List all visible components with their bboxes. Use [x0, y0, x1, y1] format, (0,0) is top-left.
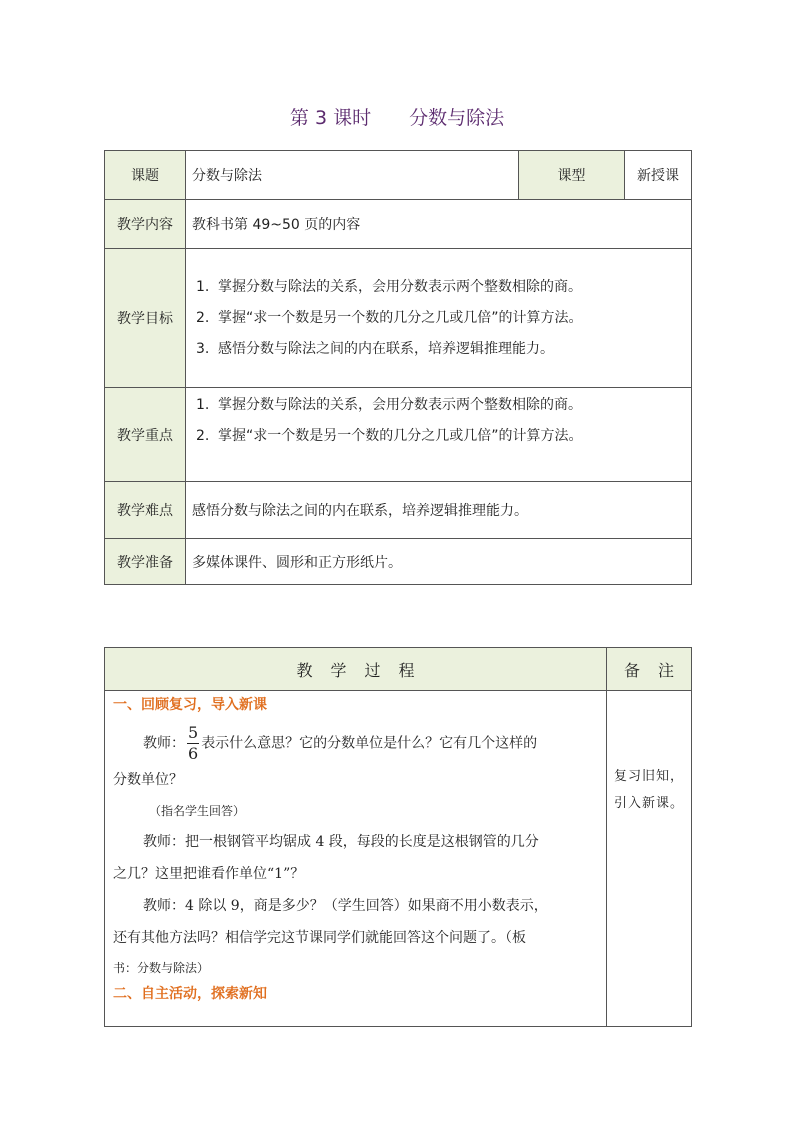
teacher-question-3: 教师：4 除以 9，商是多少？（学生回答）如果商不用小数表示， — [143, 898, 548, 914]
hint-text: （指名学生回答） — [149, 804, 246, 818]
difficulty-label: 教学难点 — [105, 482, 186, 539]
prep-row — [105, 539, 692, 585]
teacher-question-2: 教师：把一根钢管平均锯成 4 段，每段的长度是这根钢管的几分 — [143, 834, 539, 850]
lesson-info-table — [104, 150, 692, 585]
fraction-five-sixths: $\frac{5}{6}$ — [188, 723, 199, 763]
process-body-row — [105, 691, 692, 1027]
list-item: 2. 掌握“求一个数是另一个数的几分之几或几倍”的计算方法。 — [196, 309, 583, 326]
goals-cell — [186, 249, 692, 388]
list-item: 2. 掌握“求一个数是另一个数的几分之几或几倍”的计算方法。 — [196, 428, 583, 444]
content-label: 教学内容 — [105, 200, 186, 249]
goals-label: 教学目标 — [105, 249, 186, 388]
goals-row — [105, 249, 692, 388]
teacher-question-2-cont: 之几？这里把谁看作单位“1”？ — [113, 866, 305, 882]
lesson-name: 分数与除法 — [409, 107, 505, 129]
section-heading-review: 一、回顾复习，导入新课 — [113, 697, 267, 713]
goals-list — [192, 272, 685, 365]
list-item: 1. 掌握分数与除法的关系，会用分数表示两个整数相除的商。 — [196, 397, 582, 413]
topic-label: 课题 — [105, 151, 186, 200]
list-item: 1. 掌握分数与除法的关系，会用分数表示两个整数相除的商。 — [196, 278, 582, 295]
page-title — [0, 103, 794, 130]
teacher-question-1-cont: 分数单位？ — [113, 772, 183, 788]
process-header: 教 学 过 程 — [105, 648, 607, 691]
key-row — [105, 388, 692, 482]
type-label: 课型 — [519, 151, 625, 200]
lesson-number: 第 3 课时 — [289, 107, 372, 129]
content-row — [105, 200, 692, 249]
prep-label: 教学准备 — [105, 539, 186, 585]
process-content — [105, 691, 607, 1027]
prep-value: 多媒体课件、圆形和正方形纸片。 — [186, 539, 692, 585]
key-cell — [186, 388, 692, 482]
type-value: 新授课 — [625, 151, 692, 200]
teaching-process-table — [104, 647, 692, 1027]
topic-row — [105, 151, 692, 200]
difficulty-value: 感悟分数与除法之间的内在联系，培养逻辑推理能力。 — [186, 482, 692, 539]
notes-cell — [607, 691, 692, 1027]
key-label: 教学重点 — [105, 388, 186, 482]
note-line: 引入新课。 — [613, 796, 684, 811]
content-value: 教科书第 49~50 页的内容 — [186, 200, 692, 249]
key-list — [192, 390, 685, 452]
note-line: 复习旧知， — [613, 769, 684, 784]
list-item: 3. 感悟分数与除法之间的内在联系，培养逻辑推理能力。 — [196, 340, 554, 357]
section-heading-explore: 二、自主活动，探索新知 — [113, 986, 267, 1002]
difficulty-row — [105, 482, 692, 539]
teacher-question-3-cont2: 书：分数与除法） — [113, 961, 210, 975]
notes-header: 备 注 — [607, 648, 692, 691]
process-header-row — [105, 648, 692, 691]
teacher-question-3-cont: 还有其他方法吗？相信学完这节课同学们就能回答这个问题了。（板 — [113, 930, 526, 946]
teacher-question-1: 教师： $\frac{5}{6}$ 表示什么意思？它的分数单位是什么？它有几个这样的 — [143, 723, 538, 763]
topic-value: 分数与除法 — [186, 151, 519, 200]
